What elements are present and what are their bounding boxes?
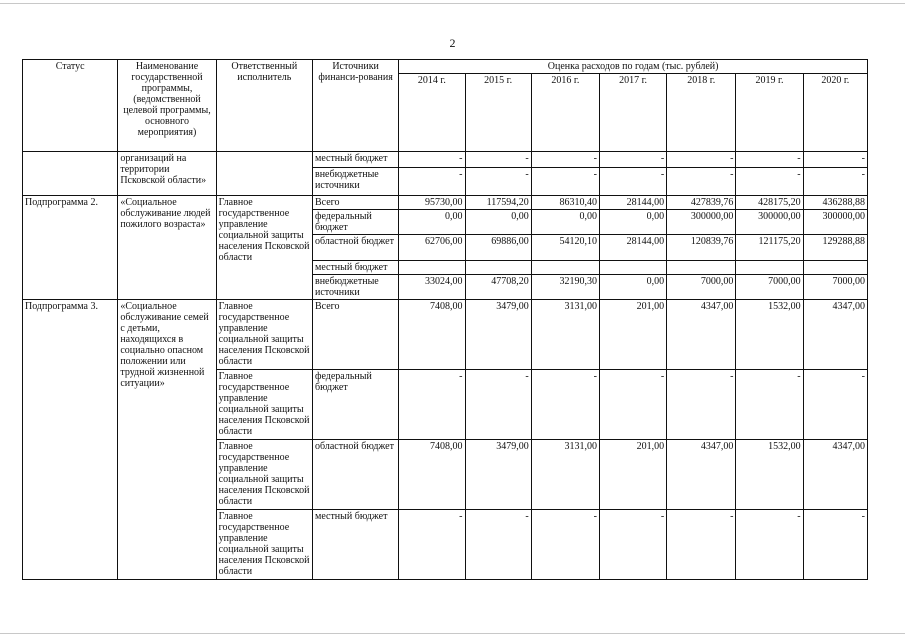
value-cell: 28144,00 (599, 196, 666, 210)
value-cell: - (465, 168, 531, 196)
value-cell: 0,00 (399, 210, 465, 235)
value-cell: - (465, 152, 531, 168)
year-2016: 2016 г. (531, 74, 599, 152)
value-cell: 7408,00 (399, 300, 465, 370)
value-cell: 428175,20 (736, 196, 803, 210)
value-cell: - (531, 370, 599, 440)
value-cell: - (399, 510, 465, 580)
value-cell (465, 261, 531, 275)
table-row (23, 196, 868, 210)
executor-cell: Главное государственное управление социальной защиты населения Псковской области (216, 440, 312, 510)
value-cell: 3131,00 (531, 440, 599, 510)
value-cell: 3479,00 (465, 440, 531, 510)
value-cell: - (667, 510, 736, 580)
value-cell: - (667, 152, 736, 168)
value-cell: 7000,00 (736, 275, 803, 300)
value-cell: 0,00 (599, 210, 666, 235)
value-cell: 436288,88 (803, 196, 867, 210)
value-cell (599, 261, 666, 275)
status-cell: Подпрограмма 3. (23, 300, 118, 580)
value-cell (736, 261, 803, 275)
name-cell: «Социальное обслуживание семей с детьми, находящихся в социально опасном положении или трудной жизненной ситуации» (118, 300, 216, 580)
year-2015: 2015 г. (465, 74, 531, 152)
value-cell: 7000,00 (803, 275, 867, 300)
source-cell: федеральный бюджет (312, 370, 398, 440)
value-cell: 129288,88 (803, 235, 867, 261)
value-cell: 0,00 (465, 210, 531, 235)
value-cell: - (803, 168, 867, 196)
year-2017: 2017 г. (599, 74, 666, 152)
value-cell: 4347,00 (803, 440, 867, 510)
value-cell: 7000,00 (667, 275, 736, 300)
value-cell: - (531, 510, 599, 580)
value-cell: 4347,00 (803, 300, 867, 370)
value-cell: 300000,00 (803, 210, 867, 235)
value-cell: 7408,00 (399, 440, 465, 510)
value-cell (531, 261, 599, 275)
value-cell: 0,00 (599, 275, 666, 300)
value-cell: 62706,00 (399, 235, 465, 261)
header-expenses: Оценка расходов по годам (тыс. рублей) (399, 60, 868, 74)
scan-artifact-top (0, 3, 905, 4)
source-cell: местный бюджет (312, 152, 398, 168)
budget-table (22, 59, 868, 580)
table-row (23, 152, 868, 168)
page-number: 2 (449, 36, 456, 50)
value-cell: - (803, 152, 867, 168)
value-cell: - (465, 370, 531, 440)
value-cell: - (599, 370, 666, 440)
value-cell: 120839,76 (667, 235, 736, 261)
header-sources: Источники финанси-рования (312, 60, 398, 152)
value-cell: - (736, 168, 803, 196)
value-cell: - (465, 510, 531, 580)
scan-artifact-bottom (0, 633, 905, 634)
value-cell: 69886,00 (465, 235, 531, 261)
value-cell: - (599, 152, 666, 168)
value-cell (399, 261, 465, 275)
value-cell: 86310,40 (531, 196, 599, 210)
value-cell: - (736, 370, 803, 440)
year-2018: 2018 г. (667, 74, 736, 152)
value-cell: 4347,00 (667, 440, 736, 510)
value-cell: 117594,20 (465, 196, 531, 210)
value-cell: 95730,00 (399, 196, 465, 210)
executor-cell: Главное государственное управление социальной защиты населения Псковской области (216, 300, 312, 370)
header-executor: Ответственный исполнитель (216, 60, 312, 152)
value-cell: - (803, 510, 867, 580)
executor-cell: Главное государственное управление социальной защиты населения Псковской области (216, 196, 312, 300)
value-cell (803, 261, 867, 275)
name-cell: организаций на территории Псковской области» (118, 152, 216, 196)
value-cell: - (531, 152, 599, 168)
value-cell: - (599, 510, 666, 580)
source-cell: областной бюджет (312, 235, 398, 261)
value-cell: - (736, 152, 803, 168)
value-cell: 3479,00 (465, 300, 531, 370)
value-cell: - (399, 152, 465, 168)
value-cell (667, 261, 736, 275)
value-cell: 1532,00 (736, 300, 803, 370)
year-2019: 2019 г. (736, 74, 803, 152)
source-cell: Всего (312, 196, 398, 210)
value-cell: - (531, 168, 599, 196)
value-cell: - (736, 510, 803, 580)
value-cell: 121175,20 (736, 235, 803, 261)
value-cell: - (399, 168, 465, 196)
value-cell: 4347,00 (667, 300, 736, 370)
header-row (23, 60, 868, 74)
source-cell: внебюджетные источники (312, 168, 398, 196)
value-cell: - (667, 168, 736, 196)
value-cell: 300000,00 (667, 210, 736, 235)
value-cell: 1532,00 (736, 440, 803, 510)
value-cell: 33024,00 (399, 275, 465, 300)
value-cell: 0,00 (531, 210, 599, 235)
year-2020: 2020 г. (803, 74, 867, 152)
value-cell: - (599, 168, 666, 196)
value-cell: - (803, 370, 867, 440)
header-status: Статус (23, 60, 118, 152)
source-cell: Всего (312, 300, 398, 370)
source-cell: областной бюджет (312, 440, 398, 510)
value-cell: 28144,00 (599, 235, 666, 261)
source-cell: местный бюджет (312, 510, 398, 580)
status-cell (23, 152, 118, 196)
value-cell: - (667, 370, 736, 440)
status-cell: Подпрограмма 2. (23, 196, 118, 300)
value-cell: 54120,10 (531, 235, 599, 261)
value-cell: 47708,20 (465, 275, 531, 300)
table-row (23, 300, 868, 370)
executor-cell (216, 152, 312, 196)
executor-cell: Главное государственное управление социальной защиты населения Псковской области (216, 370, 312, 440)
value-cell: 32190,30 (531, 275, 599, 300)
name-cell: «Социальное обслуживание людей пожилого возраста» (118, 196, 216, 300)
value-cell: 427839,76 (667, 196, 736, 210)
value-cell: - (399, 370, 465, 440)
source-cell: федеральный бюджет (312, 210, 398, 235)
year-2014: 2014 г. (399, 74, 465, 152)
source-cell: внебюджетные источники (312, 275, 398, 300)
value-cell: 300000,00 (736, 210, 803, 235)
value-cell: 201,00 (599, 440, 666, 510)
executor-cell: Главное государственное управление социальной защиты населения Псковской области (216, 510, 312, 580)
source-cell: местный бюджет (312, 261, 398, 275)
header-name: Наименование государственной программы, (ведомственной целевой программы, основного мероприятия) (118, 60, 216, 152)
value-cell: 201,00 (599, 300, 666, 370)
value-cell: 3131,00 (531, 300, 599, 370)
